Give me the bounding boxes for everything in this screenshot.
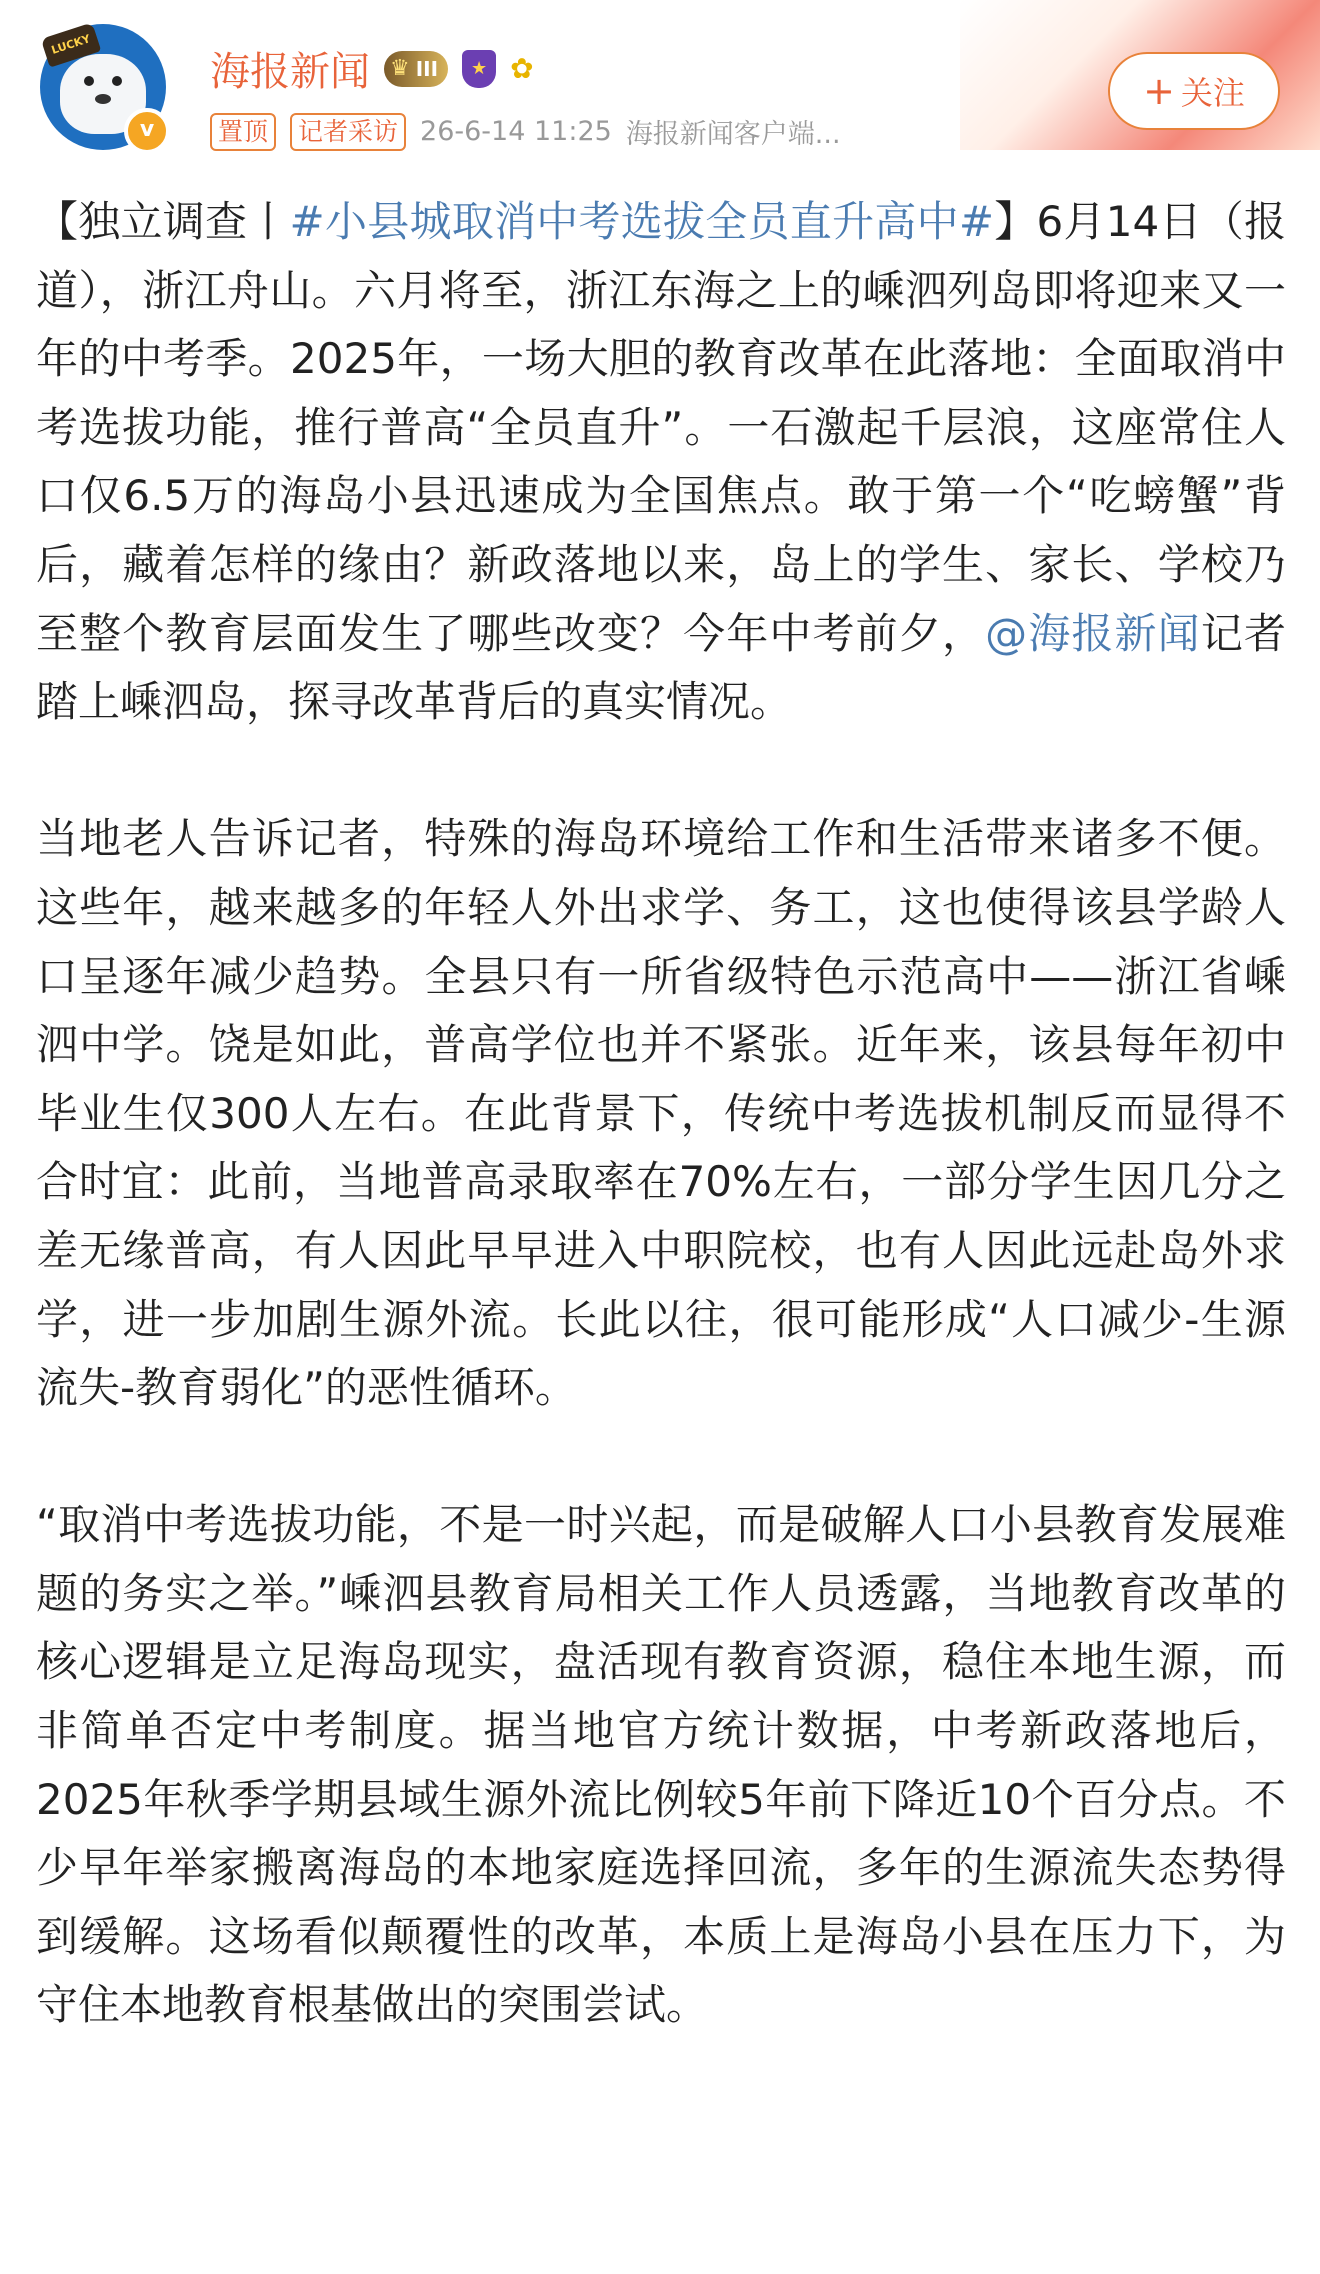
avatar[interactable]: [40, 24, 166, 150]
avatar-hat: LUCKY: [41, 22, 102, 67]
level-badge[interactable]: [384, 51, 448, 87]
mention-link[interactable]: @海报新闻: [985, 608, 1201, 658]
crown-icon: ♛: [390, 56, 410, 81]
pinned-tag: 置顶: [210, 113, 276, 151]
post-header: [0, 0, 1320, 170]
paragraph: [36, 188, 1286, 737]
level-badge-label: III: [415, 56, 439, 81]
plus-icon: +: [1143, 69, 1175, 113]
paragraph-text: 】6月14日（报道），浙江舟山。六月将至，浙江东海之上的嵊泗列岛即将迎来又一年的中考季。2025年，一场大胆的教育改革在此落地：全面取消中考选拔功能，推行普高“全员直升”。一石激起千层浪，这座常住人口仅6.5万的海岛小县迅速成为全国焦点。敢于第一个“吃螃蟹”背后，藏着怎样的缘由？新政落地以来，岛上的学生、家长、学校乃至整个教育层面发生了哪些改变？今年中考前夕，: [36, 197, 1286, 658]
follow-button[interactable]: [1108, 52, 1280, 130]
avatar-eye: [84, 76, 94, 86]
reporter-interview-tag: 记者采访: [290, 113, 406, 151]
avatar-nose: [95, 94, 111, 104]
paragraph: “取消中考选拔功能，不是一时兴起，而是破解人口小县教育发展难题的务实之举。”嵊泗县教育局相关工作人员透露，当地教育改革的核心逻辑是立足海岛现实，盘活现有教育资源，稳住本地生源，而非简单否定中考制度。据当地官方统计数据，中考新政落地后，2025年秋季学期县域生源外流比例较5年前下降近10个百分点。不少早年举家搬离海岛的本地家庭选择回流，多年的生源流失态势得到缓解。这场看似颠覆性的改革，本质上是海岛小县在压力下，为守住本地教育根基做出的突围尝试。: [36, 1500, 1286, 2030]
shield-badge-icon[interactable]: ★: [462, 50, 496, 88]
post-content: [36, 188, 1286, 2109]
verified-badge-icon: v: [124, 108, 170, 154]
paragraph: 当地老人告诉记者，特殊的海岛环境给工作和生活带来诸多不便。这些年，越来越多的年轻人外出求学、务工，这也使得该县学龄人口呈逐年减少趋势。全县只有一所省级特色示范高中——浙江省嵊泗中学。饶是如此，普高学位也并不紧张。近年来，该县每年初中毕业生仅300人左右。在此背景下，传统中考选拔机制反而显得不合时宜：此前，当地普高录取率在70%左右，一部分学生因几分之差无缘普高，有人因此早早进入中职院校，也有人因此远赴岛外求学，进一步加剧生源外流。长此以往，很可能形成“人口减少-生源流失-教育弱化”的恶性循环。: [36, 814, 1286, 1413]
post-timestamp: 26-6-14 11:25: [420, 116, 612, 147]
hashtag-link[interactable]: #小县城取消中考选拔全员直升高中#: [289, 197, 995, 246]
paragraph-text: 记者踏上嵊泗岛，探寻改革背后的真实情况。: [36, 608, 1286, 727]
post-meta: [210, 112, 841, 151]
author-name[interactable]: 海报新闻: [210, 49, 370, 95]
paragraph-prefix: 【独立调查丨: [36, 197, 290, 246]
follow-button-label: 关注: [1180, 74, 1245, 112]
author-row: [210, 40, 534, 97]
avatar-eye: [112, 76, 122, 86]
sunflower-badge-icon[interactable]: ✿: [510, 52, 534, 85]
post-source[interactable]: 海报新闻客户端...: [625, 119, 841, 150]
